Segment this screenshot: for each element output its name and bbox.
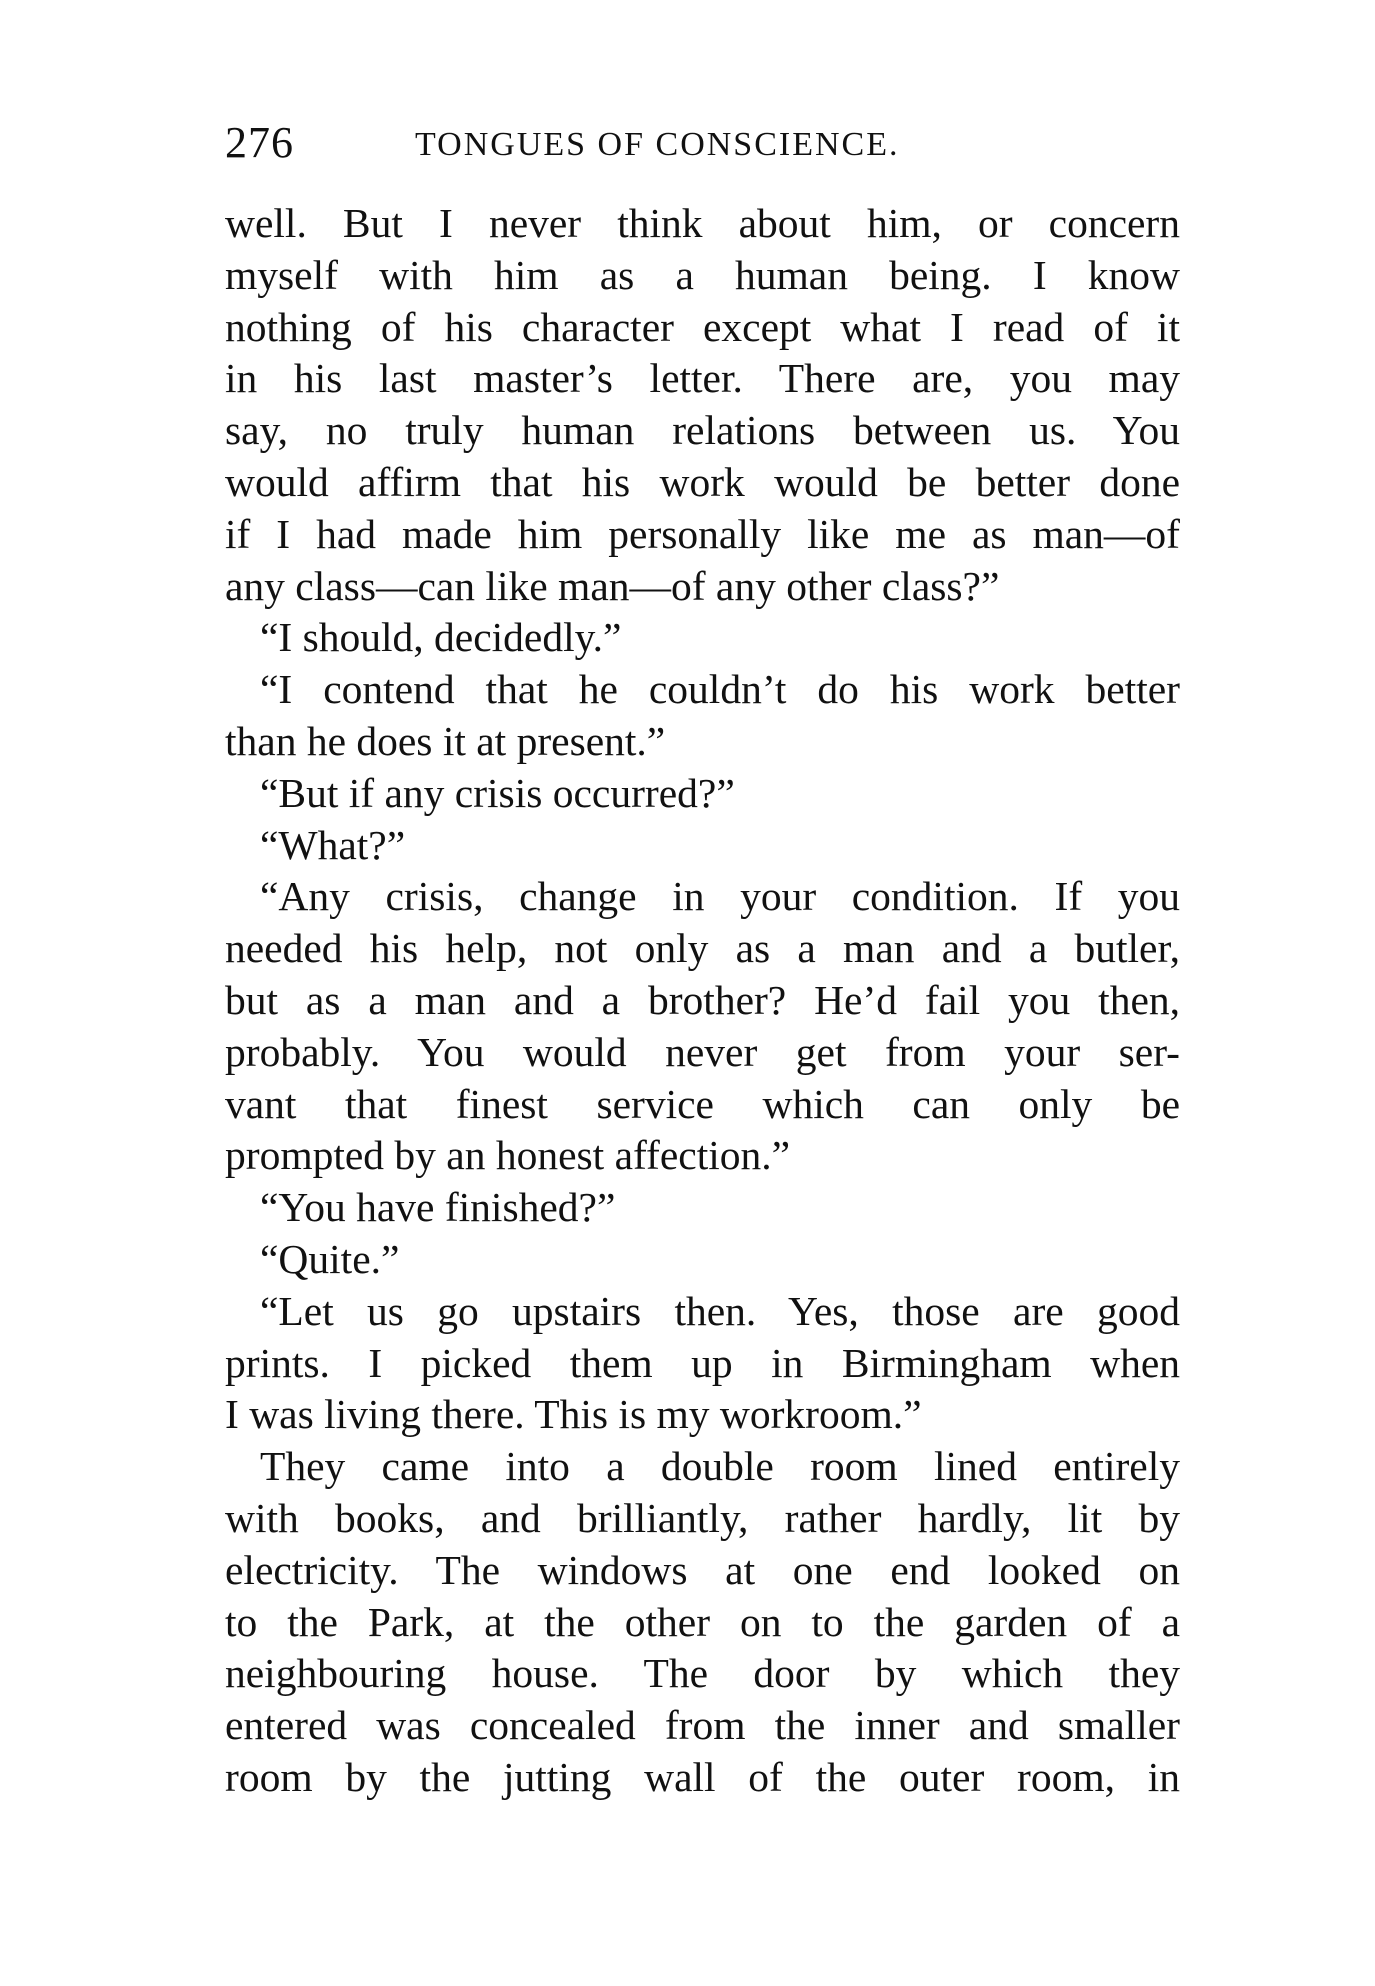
text-line: “Any crisis, change in your condition. If you (260, 873, 1180, 920)
running-title: TONGUES OF CONSCIENCE. (415, 126, 900, 163)
text-line: “Quite.” (260, 1235, 400, 1282)
text-line: with books, and brilliantly, rather hardly, lit by (225, 1494, 1180, 1541)
text-line: prints. I picked them up in Birmingham when (225, 1339, 1180, 1386)
text-line: any class—can like man—of any other class?” (225, 562, 1000, 609)
text-line: prompted by an honest affection.” (225, 1132, 791, 1179)
text-line: “You have finished?” (260, 1184, 616, 1231)
page-number: 276 (225, 118, 294, 167)
text-line: probably. You would never get from your ser- (225, 1028, 1180, 1075)
text-line: if I had made him personally like me as man—of (225, 510, 1180, 557)
page-header (225, 118, 1175, 168)
text-line: than he does it at present.” (225, 717, 666, 764)
text-line: say, no truly human relations between us. You (225, 407, 1180, 454)
text-line: needed his help, not only as a man and a butler, (225, 925, 1180, 972)
text-line: in his last master’s letter. There are, you may (225, 355, 1180, 402)
text-line: They came into a double room lined entirely (260, 1443, 1180, 1490)
text-line: to the Park, at the other on to the garden of a (225, 1598, 1180, 1645)
text-line: room by the jutting wall of the outer room, in (225, 1753, 1180, 1800)
text-line: myself with him as a human being. I know (225, 251, 1180, 298)
text-line: vant that finest service which can only be (225, 1080, 1180, 1127)
text-line: well. But I never think about him, or concern (225, 200, 1180, 246)
text-line: I was living there. This is my workroom.” (225, 1391, 922, 1438)
text-line: “I should, decidedly.” (260, 614, 622, 661)
text-line: entered was concealed from the inner and smaller (225, 1702, 1180, 1749)
text-line: nothing of his character except what I read of it (225, 303, 1180, 350)
text-line: “But if any crisis occurred?” (260, 769, 735, 816)
text-line: “I contend that he couldn’t do his work better (260, 666, 1180, 713)
text-line: would affirm that his work would be better done (225, 458, 1180, 505)
text-line: neighbouring house. The door by which they (225, 1650, 1180, 1697)
body-text (225, 198, 1180, 1804)
text-line: “Let us go upstairs then. Yes, those are good (260, 1287, 1180, 1334)
text-line: “What?” (260, 821, 406, 868)
text-line: but as a man and a brother? He’d fail you then, (225, 976, 1180, 1023)
text-line: electricity. The windows at one end looked on (225, 1546, 1180, 1593)
